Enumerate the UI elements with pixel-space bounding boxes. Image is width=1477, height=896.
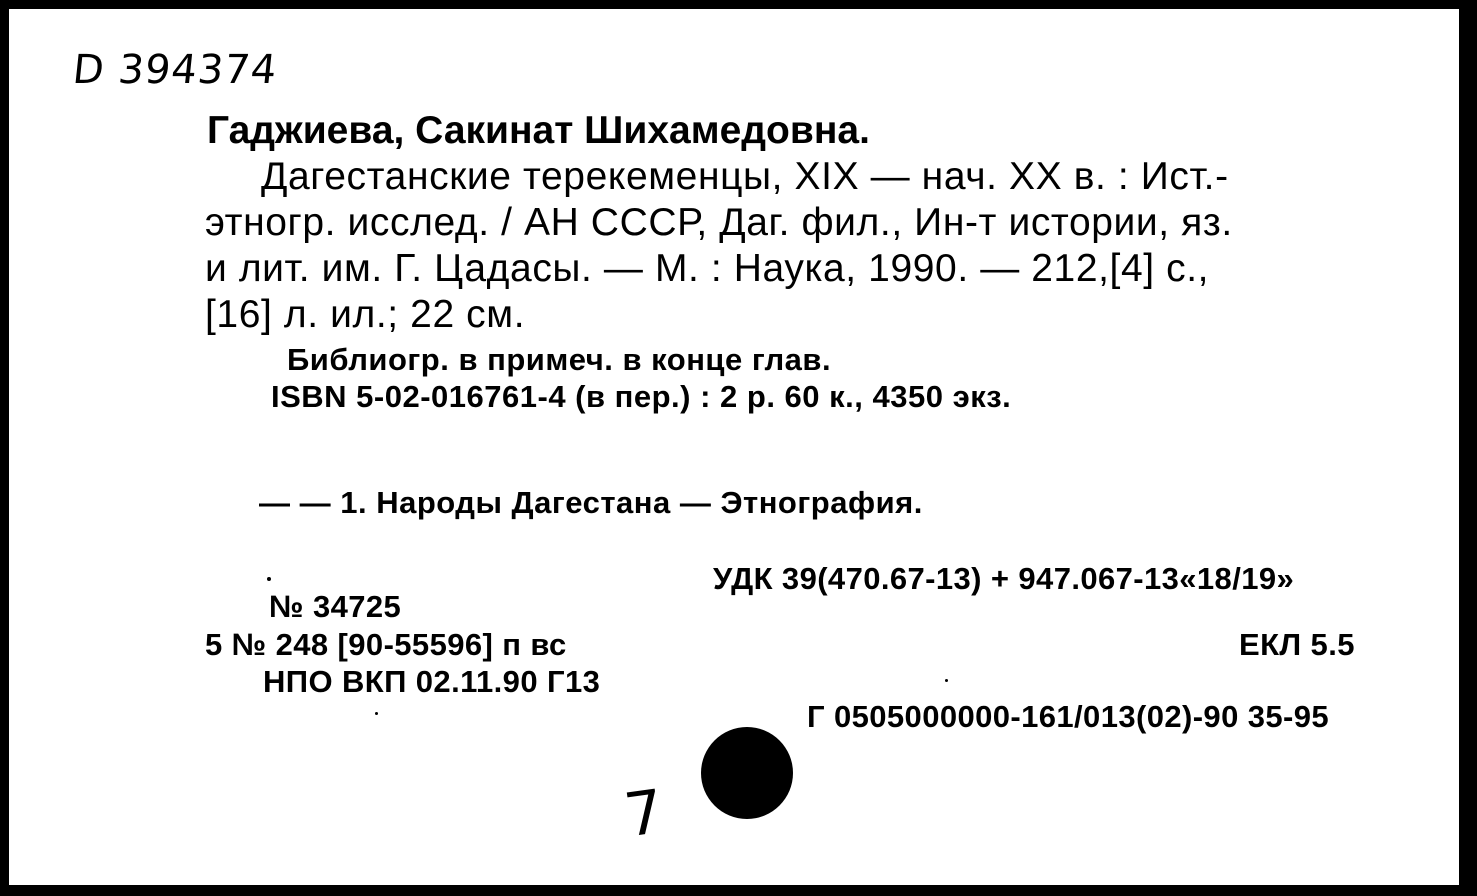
udk-code: УДК 39(470.67-13) + 947.067-13«18/19» [713,561,1295,596]
title-line-4: [16] л. ил.; 22 см. [205,293,526,336]
speck [267,577,271,581]
shelf-mark: D 394374 [70,47,280,93]
catalog-card [6,6,1462,888]
isbn-note: ISBN 5-02-016761-4 (в пер.) : 2 р. 60 к., 4350 экз. [271,379,1012,414]
speck [375,712,378,715]
bibliography-note: Библиогр. в примеч. в конце глав. [287,342,832,377]
margin-note: 7 [620,776,669,852]
title-line-3: и лит. им. Г. Цадасы. — М. : Наука, 1990. — 212,[4] с., [205,247,1210,290]
publisher-line: НПО ВКП 02.11.90 Г13 [263,664,601,699]
ekl-code: ЕКЛ 5.5 [1239,627,1355,662]
classification-code: Г 0505000000-161/013(02)-90 35-95 [807,699,1330,734]
speck [945,679,948,682]
print-number: № 34725 [269,589,402,624]
punch-hole [701,727,793,819]
title-line-1: Дагестанские терекеменцы, XIX — нач. XX в. : Ист.- [261,155,1229,198]
order-info: 5 № 248 [90-55596] п вс [205,627,567,662]
card-scan-edge [1462,0,1477,896]
author-heading: Гаджиева, Сакинат Шихамедовна. [207,109,870,152]
subject-heading: — — 1. Народы Дагестана — Этнография. [259,485,923,520]
title-line-2: этногр. исслед. / АН СССР, Даг. фил., Ин-т истории, яз. [205,201,1233,244]
